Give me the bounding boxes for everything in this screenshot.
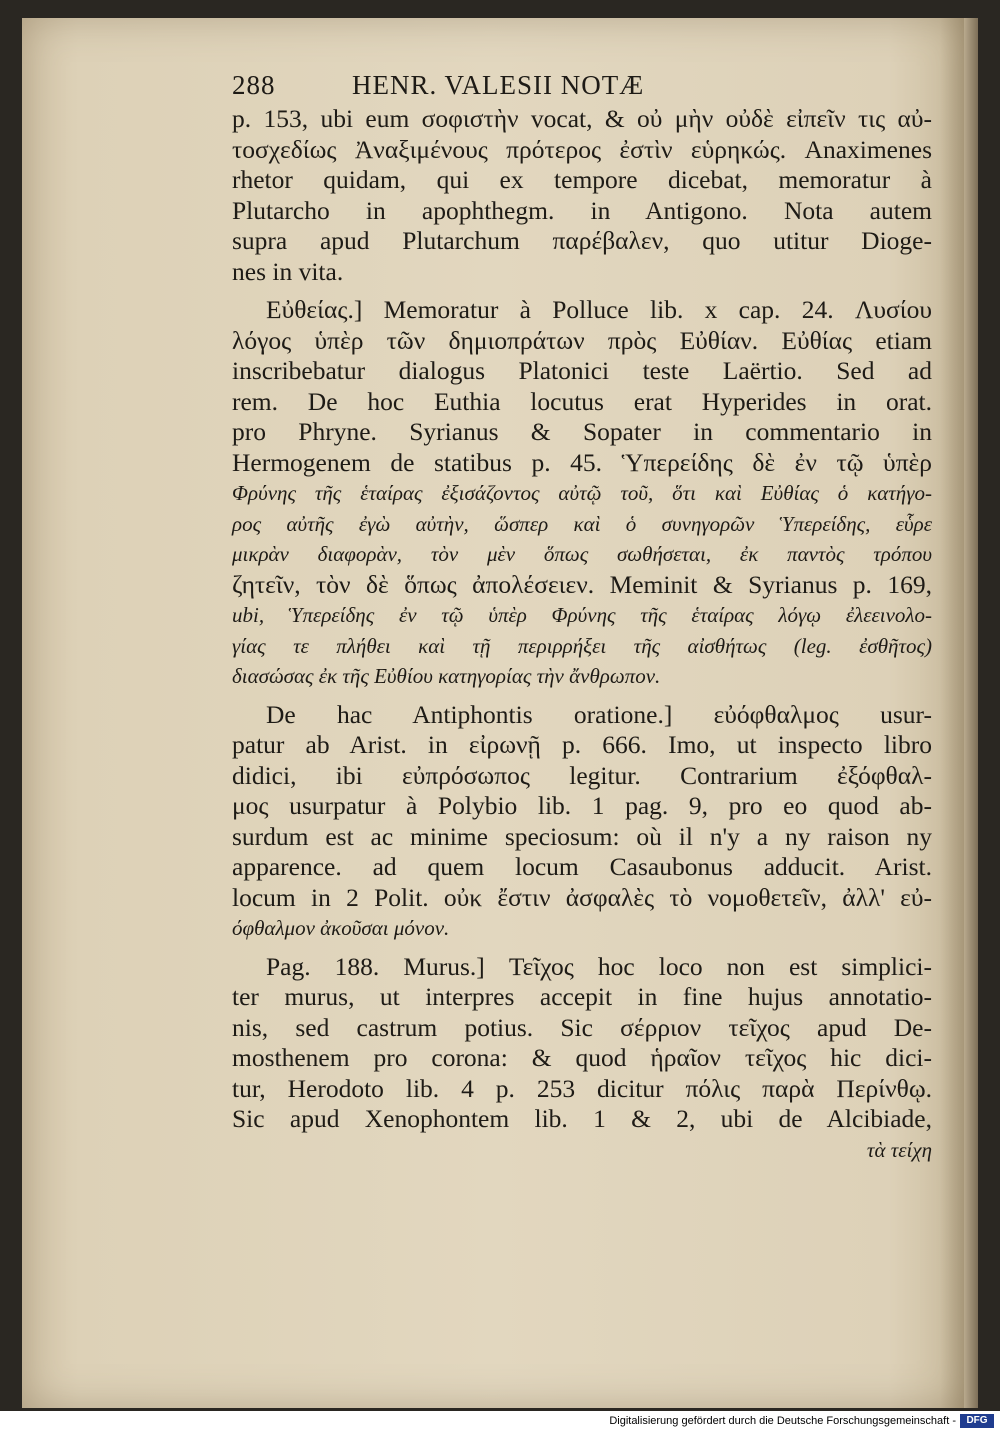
text-line: mosthenem pro corona: & quod ἡραῖον τεῖχος hic dici- bbox=[232, 1043, 932, 1072]
paragraph bbox=[232, 700, 932, 944]
text-line: tur, Herodoto lib. 4 p. 253 dicitur πόλις παρὰ Περίνθῳ. bbox=[232, 1073, 932, 1103]
text-line: μικρὰν διαφορὰν, τὸν μὲν ὅπως σωθήσεται, ἐκ παντὸς τρόπου bbox=[232, 542, 932, 566]
text-line: μος usurpatur à Polybio lib. 1 pag. 9, pro eo quod ab- bbox=[232, 791, 932, 820]
text-line: ρος αὐτῆς ἐγὼ αὐτὴν, ὥσπερ καὶ ὁ συνηγορῶν Ὑπερείδης, εὗρε bbox=[232, 511, 932, 536]
text-line: rhetor quidam, qui ex tempore dicebat, memoratur à bbox=[232, 165, 932, 194]
text-line: didici, ibi εὐπρόσωπος legitur. Contrarium ἐξόφθαλ- bbox=[232, 760, 932, 790]
text-line: Plutarcho in apophthegm. in Antigono. Nota autem bbox=[232, 195, 932, 225]
text-line: nes in vita. bbox=[232, 256, 344, 286]
page-number: 288 bbox=[232, 70, 276, 100]
text-line: ζητεῖν, τὸν δὲ ὅπως ἀπολέσειεν. Meminit & Syrianus p. 169, bbox=[232, 569, 932, 599]
text-line: Sic apud Xenophontem lib. 1 & 2, ubi de Alcibiade, bbox=[232, 1104, 932, 1133]
digitization-footer bbox=[0, 1411, 1000, 1431]
text-line: λόγος ὑπὲρ τῶν δημιοπράτων πρὸς Εὐθίαν. Εὐθίας etiam bbox=[232, 325, 932, 355]
text-line: Εὐθείας.] Memoratur à Polluce lib. x cap. 24. Λυσίου bbox=[266, 295, 932, 324]
paragraph bbox=[232, 104, 932, 287]
page-gutter-shadow bbox=[940, 18, 964, 1408]
text-line: nis, sed castrum potius. Sic σέρριον τεῖχος apud De- bbox=[232, 1012, 932, 1042]
text-line: De hac Antiphontis oratione.] εὐόφθαλμος usur- bbox=[266, 699, 932, 729]
text-line: locum in 2 Polit. οὐκ ἔστιν ἀσφαλὲς τὸ νομοθετεῖν, ἀλλ' εὐ- bbox=[232, 882, 932, 912]
text-line: διασώσας ἐκ τῆς Εὐθίου κατηγορίας τὴν ἄνθρωπον. bbox=[232, 664, 661, 688]
text-line: apparence. ad quem locum Casaubonus adducit. Arist. bbox=[232, 852, 932, 881]
text-line: ter murus, ut interpres accepit in fine hujus annotatio- bbox=[232, 982, 932, 1011]
text-line: ubi, Ὑπερείδης ἐν τῷ ὑπὲρ Φρύνης τῆς ἑταίρας λόγῳ ἐλεεινολο- bbox=[232, 603, 932, 627]
text-line: supra apud Plutarchum παρέβαλεν, quo utitur Dioge- bbox=[232, 226, 932, 255]
running-head bbox=[232, 70, 932, 104]
running-title: HENR. VALESII NOTÆ bbox=[352, 70, 645, 100]
text-line: p. 153, ubi eum σοφιστὴν vocat, & οὐ μὴν οὐδὲ εἰπεῖν τις αὐ- bbox=[232, 104, 932, 133]
text-line: Φρύνης τῆς ἑταίρας ἐξισάζοντος αὐτῷ τοῦ, ὅτι καὶ Εὐθίας ὁ κατήγο- bbox=[232, 481, 932, 505]
text-line: όφθαλμον ἀκοῦσαι μόνον. bbox=[232, 916, 450, 940]
dfg-logo-icon: DFG bbox=[960, 1414, 994, 1428]
text-line: patur ab Arist. in εἰρωνῇ p. 666. Imo, ut inspecto libro bbox=[232, 730, 932, 759]
text-line: inscribebatur dialogus Platonici teste Laërtio. Sed ad bbox=[232, 356, 932, 385]
text-line: rem. De hoc Euthia locutus erat Hyperides in orat. bbox=[232, 386, 932, 416]
text-line: surdum est ac minime speciosum: où il n'y a ny raison ny bbox=[232, 821, 932, 851]
text-line: Pag. 188. Murus.] Τεῖχος hoc loco non est simplici- bbox=[266, 951, 932, 981]
text-line: Hermogenem de statibus p. 45. Ὑπερείδης δὲ ἐν τῷ ὑπὲρ bbox=[232, 447, 932, 477]
footer-credit: Digitalisierung gefördert durch die Deutsche Forschungsgemeinschaft - bbox=[609, 1415, 956, 1427]
catchword: τὰ τείχη bbox=[866, 1137, 932, 1162]
text-line: γίας τε πλήθει καὶ τῇ περιρρήξει τῆς αἰσθήτως (leg. ἐσθῆτος) bbox=[232, 633, 932, 658]
text-line: pro Phryne. Syrianus & Sopater in commentario in bbox=[232, 417, 932, 446]
paragraph bbox=[232, 295, 932, 692]
page-edge bbox=[964, 18, 978, 1408]
text-line: τοσχεδίως Ἀναξιμένους πρότερος ἐστὶν εὑρηκώς. Anaximenes bbox=[232, 134, 932, 164]
paragraph bbox=[232, 952, 932, 1135]
page-text bbox=[232, 70, 932, 1165]
